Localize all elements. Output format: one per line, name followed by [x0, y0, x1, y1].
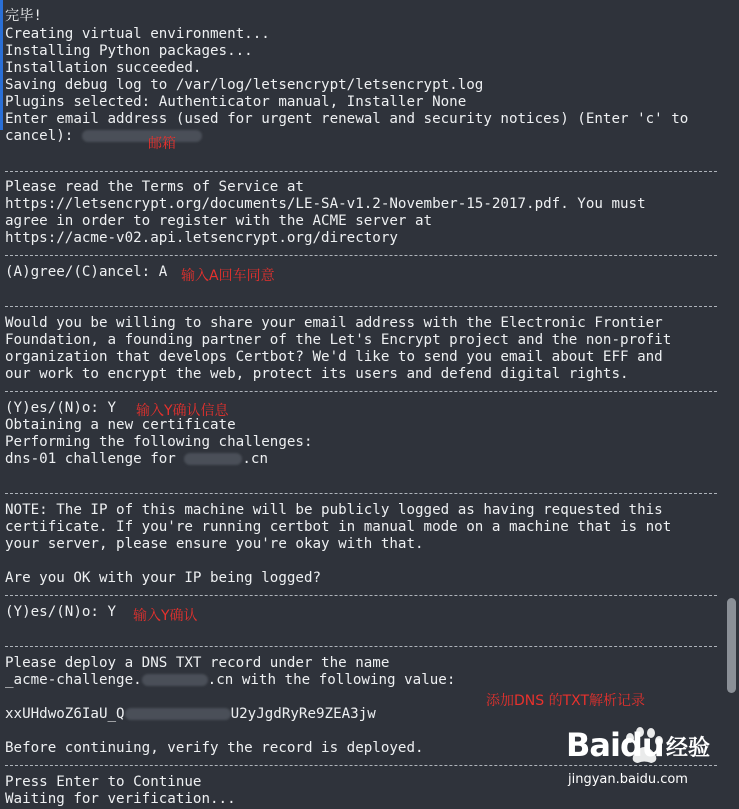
window-edge-highlight [0, 0, 3, 130]
terminal-line: (Y)es/(N)o: Y [5, 400, 117, 416]
terminal-line: Installing Python packages... [5, 43, 253, 59]
separator-line [5, 391, 717, 392]
terminal-line: your server, please ensure you're okay with that. [5, 536, 424, 552]
terminal-line [5, 451, 268, 468]
vertical-scrollbar-thumb[interactable] [727, 598, 736, 693]
redacted-txt-value [125, 708, 231, 720]
terminal-line: Performing the following challenges: [5, 434, 313, 450]
domain-suffix: .cn [242, 451, 269, 467]
terminal-line: Foundation, a founding partner of the Let's Encrypt project and the non-profit [5, 332, 672, 348]
annotation-confirm: 输入Y确认 [133, 608, 198, 624]
separator-line [5, 646, 717, 647]
terminal-line: Plugins selected: Authenticator manual, Installer None [5, 94, 467, 110]
txt-value-start: xxUHdwoZ6IaU_Q [5, 706, 125, 722]
terminal-line: https://letsencrypt.org/documents/LE-SA-v1.2-November-15-2017.pdf. You must [5, 196, 646, 212]
terminal-line: organization that develops Certbot? We'd like to send you email about EFF and [5, 349, 663, 365]
terminal-line: agree in order to register with the ACME server at [5, 213, 433, 229]
terminal-line: Please deploy a DNS TXT record under the name [5, 655, 390, 671]
terminal-line [5, 706, 376, 723]
txt-value-end: U2yJgdRyRe9ZEA3jw [230, 706, 376, 722]
terminal-line: 完毕! [5, 8, 42, 24]
separator-line [5, 306, 717, 307]
terminal-line: Are you OK with your IP being logged? [5, 570, 322, 586]
redacted-domain [142, 674, 208, 686]
watermark-sub: 经验 [666, 736, 711, 761]
terminal-line: certificate. If you're running certbot in manual mode on a machine that is not [5, 519, 672, 535]
acme-challenge-prefix: _acme-challenge. [5, 672, 142, 688]
watermark-url: jingyan.baidu.com [568, 772, 688, 787]
annotation-agree: 输入A回车同意 [181, 268, 275, 284]
redacted-email [82, 130, 202, 142]
terminal-line: Waiting for verification... [5, 791, 236, 807]
acme-challenge-suffix: .cn with the following value: [207, 672, 456, 688]
terminal-line: our work to encrypt the web, protect its users and defend digital rights. [5, 366, 629, 382]
baidu-jingyan-watermark [566, 726, 736, 806]
terminal-line: NOTE: The IP of this machine will be publicly logged as having requested this [5, 502, 663, 518]
terminal-line: Would you be willing to share your email address with the Electronic Frontier [5, 315, 663, 331]
redacted-domain [184, 453, 242, 465]
separator-line [5, 595, 717, 596]
annotation-confirm-info: 输入Y确认信息 [136, 403, 229, 419]
email-prompt: cancel): [5, 128, 74, 144]
terminal-line: https://acme-v02.api.letsencrypt.org/directory [5, 230, 398, 246]
annotation-email: 邮箱 [148, 136, 176, 152]
terminal-line: Before continuing, verify the record is deployed. [5, 740, 424, 756]
terminal-line: (A)gree/(C)ancel: A [5, 264, 168, 280]
terminal-line: (Y)es/(N)o: Y [5, 604, 117, 620]
terminal-line [5, 672, 455, 689]
separator-line [5, 493, 717, 494]
separator-line [5, 255, 717, 256]
annotation-dns-txt: 添加DNS 的TXT解析记录 [486, 693, 646, 709]
terminal-line: Enter email address (used for urgent renewal and security notices) (Enter 'c' to [5, 111, 689, 127]
separator-line [5, 171, 717, 172]
terminal-line: Creating virtual environment... [5, 26, 270, 42]
terminal-line: Please read the Terms of Service at [5, 179, 304, 195]
challenge-prefix: dns-01 challenge for [5, 451, 176, 467]
watermark-brand: Baidu [566, 726, 664, 764]
terminal-line: Saving debug log to /var/log/letsencrypt/letsencrypt.log [5, 77, 484, 93]
terminal-line: Press Enter to Continue [5, 774, 202, 790]
terminal-line: Obtaining a new certificate [5, 417, 236, 433]
terminal-line: Installation succeeded. [5, 60, 202, 76]
